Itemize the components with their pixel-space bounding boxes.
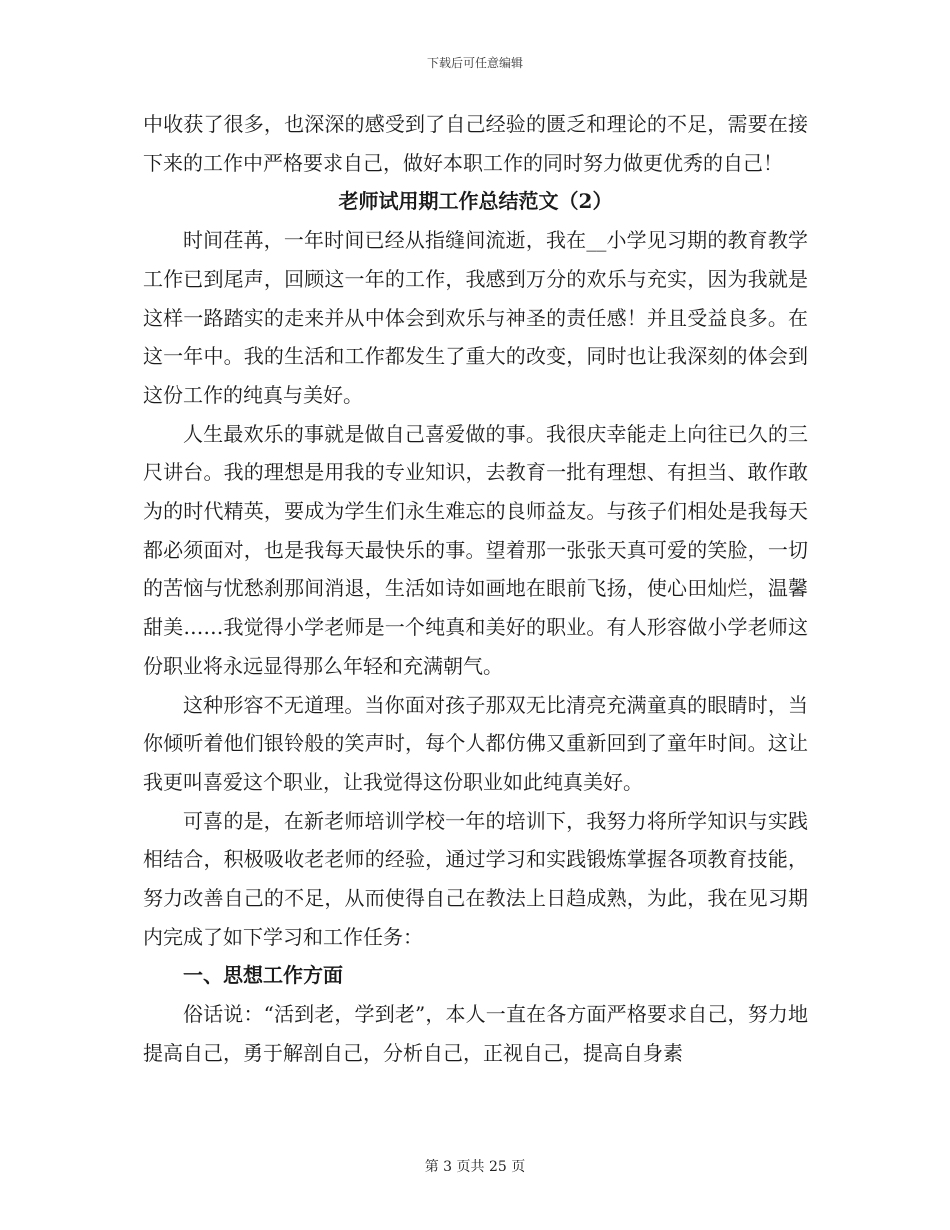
paragraph: 时间荏苒，一年时间已经从指缝间流逝，我在__小学见习期的教育教学工作已到尾声，回顾这一年的工作，我感到万分的欢乐与充实，因为我就是这样一路踏实的走来并从中体会到欢乐与神圣的责任感！并且受益良多。在这一年中。我的生活和工作都发生了重大的改变，同时也让我深刻的体会到这份工作的纯真与美好。 — [143, 228, 808, 407]
paragraph: 可喜的是，在新老师培训学校一年的培训下，我努力将所学知识与实践相结合，积极吸收老老师的经验，通过学习和实践锻炼掌握各项教育技能，努力改善自己的不足，从而使得自己在教法上日趋成熟，为此，我在见习期内完成了如下学习和工作任务： — [143, 808, 808, 949]
page-header: 下载后可任意编辑 — [426, 56, 523, 70]
paragraph: 俗话说：“活到老，学到老”，本人一直在各方面严格要求自己，努力地提高自己，勇于解剖自己，分析自己，正视自己，提高自身素 — [143, 1002, 808, 1065]
paragraph: 人生最欢乐的事就是做自己喜爱做的事。我很庆幸能走上向往已久的三尺讲台。我的理想是用我的专业知识，去教育一批有理想、有担当、敢作敢为的时代精英，要成为学生们永生难忘的良师益友。与孩子们相处是我每天都必须面对，也是我每天最快乐的事。望着那一张张天真可爱的笑脸，一切的苦恼与忧愁刹那间消退，生活如诗如画地在眼前飞扬，使心田灿烂，温馨甜美……我觉得小学老师是一个纯真和美好的职业。有人形容做小学老师这份职业将永远显得那么年轻和充满朝气。 — [143, 421, 808, 678]
page-footer: 第 3 页共 25 页 — [424, 1159, 526, 1175]
section-title: 老师试用期工作总结范文（2） — [338, 189, 613, 214]
paragraph-continuation: 中收获了很多，也深深的感受到了自己经验的匮乏和理论的不足，需要在接下来的工作中严格要求自己，做好本职工作的同时努力做更优秀的自己！ — [143, 112, 808, 175]
subsection-heading: 一、思想工作方面 — [183, 963, 343, 988]
document-body — [143, 105, 808, 1073]
paragraph: 这种形容不无道理。当你面对孩子那双无比清亮充满童真的眼睛时，当你倾听着他们银铃般的笑声时，每个人都仿佛又重新回到了童年时间。这让我更叫喜爱这个职业，让我觉得这份职业如此纯真美好。 — [143, 692, 808, 794]
